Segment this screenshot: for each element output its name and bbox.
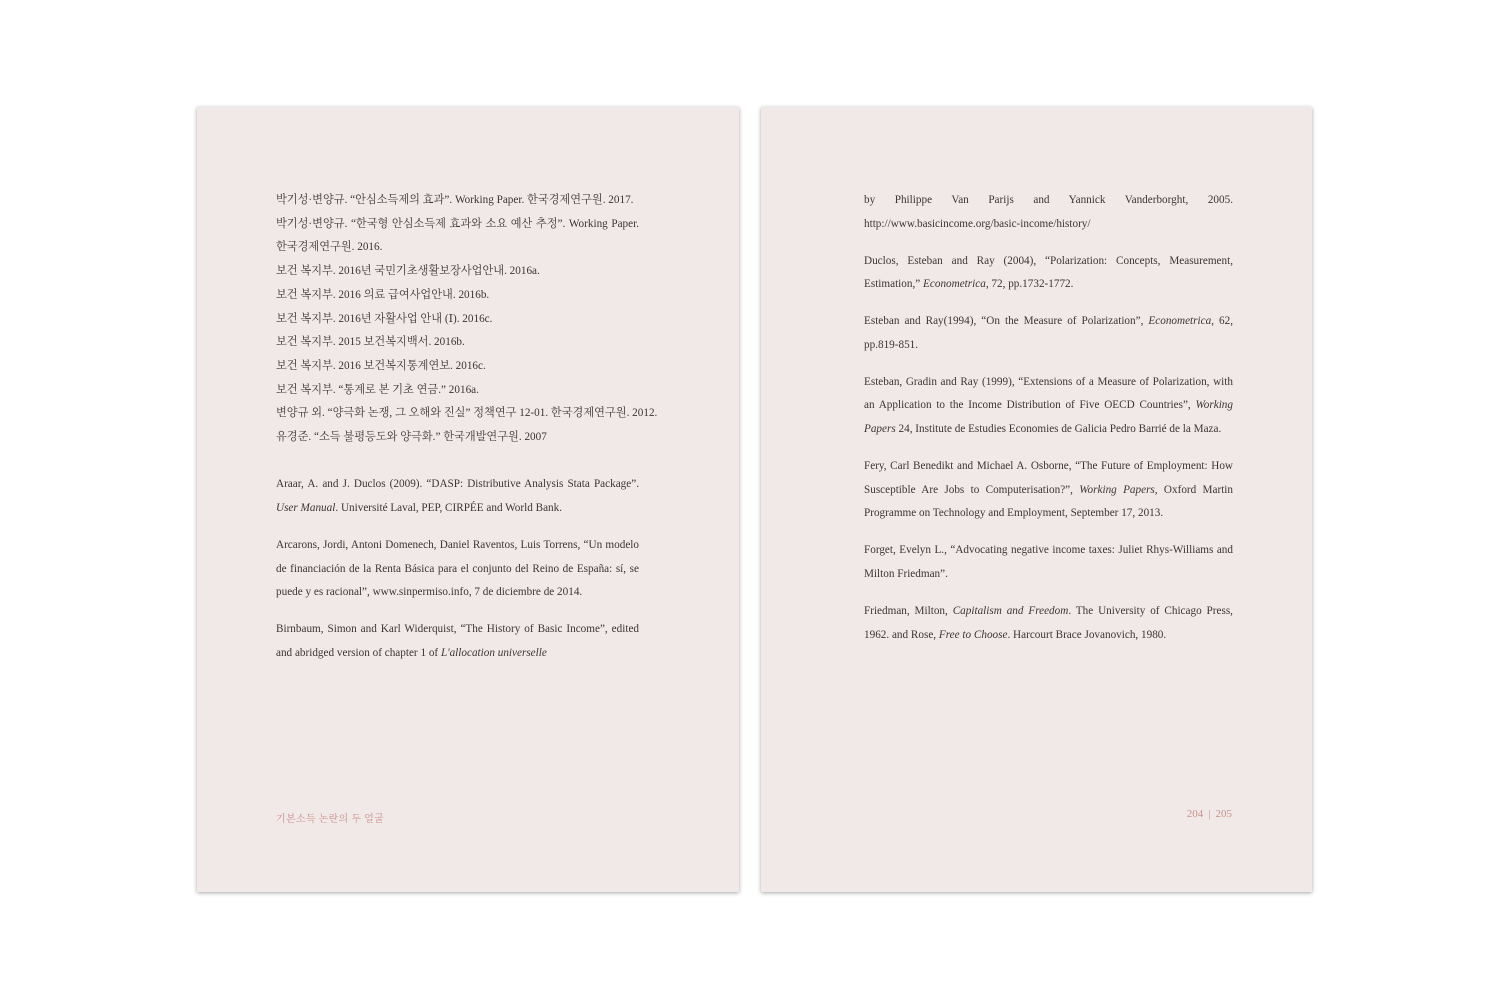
page-number-separator: | <box>1208 808 1211 820</box>
reference-text: Birnbaum, Simon and Karl Widerquist, “The History of Basic Income”, edited and abridged version of chapter 1 of <box>276 623 639 660</box>
reference-italic: Free to Choose <box>938 628 1008 641</box>
korean-reference: 박기성·변양규. “한국형 안심소득제 효과와 소요 예산 추정”. Working Paper. 한국경제연구원. 2016. <box>276 217 639 254</box>
english-reference <box>276 618 639 665</box>
reference-text: Duclos, Esteban and Ray (2004), “Polarization: Concepts, Measurement, Estimation,” <box>864 254 1233 291</box>
reference-text: 24, Institute de Estudies Economies de Galicia Pedro Barrié de la Maza. <box>895 423 1222 436</box>
page-number-left: 204 <box>1186 808 1204 820</box>
reference-text: . Harcourt Brace Jovanovich, 1980. <box>1007 628 1167 641</box>
reference-text: Arcarons, Jordi, Antoni Domenech, Daniel Raventos, Luis Torrens, “Un modelo de financiación de la Renta Básica para el conjunto del Reino de España: sí, se puede y es racional”, www.sinpermiso.info, 7 de diciembre de 2014. <box>276 539 639 599</box>
book-title-footer: 기본소득 논란의 두 얼굴 <box>276 814 384 825</box>
reference-text: by Philippe Van Parijs and Yannick Vanderborght, 2005. http://www.basicincome.org/basic-income/history/ <box>864 194 1233 230</box>
reference-italic: Econometrica <box>1148 315 1212 328</box>
korean-reference: 변양규 외. “양극화 논쟁, 그 오해와 진실” 정책연구 12-01. 한국경제연구원. 2012. <box>276 407 658 420</box>
reference-text: Araar, A. and J. Duclos (2009). “DASP: Distributive Analysis Stata Package”. <box>276 478 639 491</box>
english-reference <box>864 600 1233 647</box>
reference-text: , 62, pp.819-851. <box>864 315 1233 351</box>
english-reference <box>276 473 639 520</box>
korean-reference: 유경준. “소득 불평등도와 양극화.” 한국개발연구원. 2007 <box>276 431 547 444</box>
korean-reference: 보건 복지부. 2016 의료 급여사업안내. 2016b. <box>276 288 490 301</box>
english-reference <box>864 371 1233 442</box>
korean-reference: 보건 복지부. 2015 보건복지백서. 2016b. <box>276 336 465 349</box>
reference-text: , 72, pp.1732-1772. <box>985 278 1074 291</box>
korean-reference: 박기성·변양규. “안심소득제의 효과”. Working Paper. 한국경제연구원. 2017. <box>276 194 634 206</box>
reference-text: . Université Laval, PEP, CIRPÉE and World Bank. <box>335 502 563 515</box>
english-reference <box>276 534 639 605</box>
left-page <box>197 107 739 892</box>
reference-text: Esteban and Ray(1994), “On the Measure of Polarization”, <box>864 315 1149 328</box>
reference-text: Fery, Carl Benedikt and Michael A. Osborne, “The Future of Employment: How Susceptible Are Jobs to Computerisation?”, <box>864 460 1233 496</box>
reference-text: Esteban, Gradin and Ray (1999), “Extensions of a Measure of Polarization, with an Application to the Income Distribution of Five OECD Countries”, <box>864 375 1233 412</box>
korean-reference: 보건 복지부. 2016 보건복지통계연보. 2016c. <box>276 359 486 372</box>
reference-text: Friedman, Milton, <box>864 604 953 617</box>
english-reference <box>864 250 1233 297</box>
reference-text: . The University of Chicago Press, 1962. and Rose, <box>864 604 1233 641</box>
left-page-body <box>276 189 658 666</box>
reference-italic: Capitalism and Freedom <box>952 604 1069 617</box>
english-reference <box>864 455 1233 526</box>
page-numbers-footer <box>1187 808 1232 820</box>
section-gap <box>276 450 639 474</box>
reference-text: Forget, Evelyn L., “Advocating negative income taxes: Juliet Rhys-Williams and Milton Friedman”. <box>864 544 1233 581</box>
korean-reference: 보건 복지부. 2016년 국민기초생활보장사업안내. 2016a. <box>276 265 540 278</box>
right-page-body <box>864 189 1233 647</box>
right-page <box>761 107 1312 892</box>
reference-italic: Working Papers <box>1079 483 1155 496</box>
reference-italic: Econometrica <box>923 278 986 291</box>
english-reference <box>864 539 1233 586</box>
reference-text: , Oxford Martin Programme on Technology and Employment, September 17, 2013. <box>864 483 1234 520</box>
reference-italic: L'allocation universelle <box>440 647 547 660</box>
reference-italic: User Manual <box>276 502 336 515</box>
english-reference <box>864 189 1233 236</box>
page-number-right: 205 <box>1215 808 1232 820</box>
korean-reference: 보건 복지부. “통계로 본 기초 연금.” 2016a. <box>276 383 479 396</box>
korean-reference: 보건 복지부. 2016년 자활사업 안내 (Ⅰ). 2016c. <box>276 312 493 325</box>
english-reference <box>864 310 1233 357</box>
reference-italic: Working Papers <box>864 399 1233 436</box>
